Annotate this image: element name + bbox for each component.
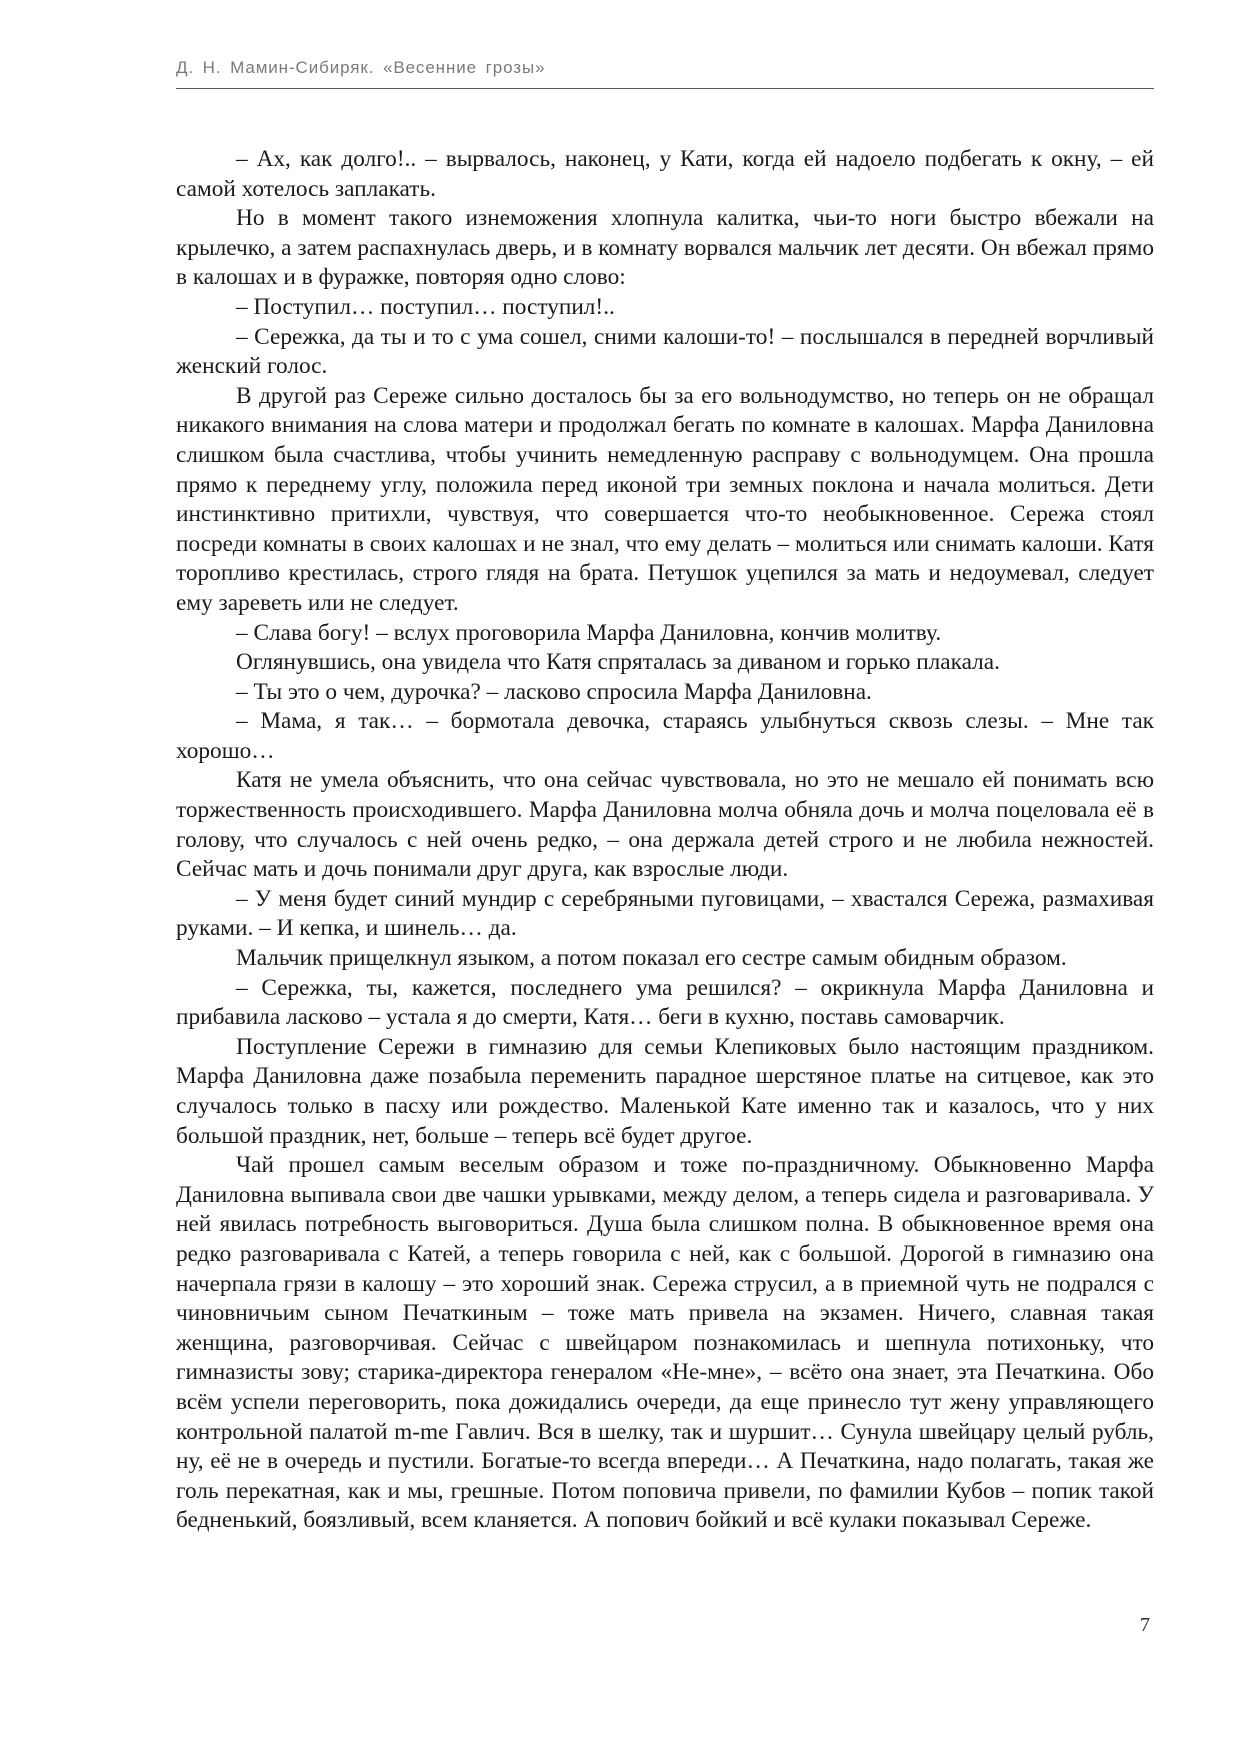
paragraph: – Сережка, ты, кажется, последнего ума решился? – окрикнула Марфа Даниловна и прибавила ласково – устала я до смерти, Катя… беги в кухню, поставь самоварчик. — [176, 974, 1154, 1031]
paragraph: Но в момент такого изнеможения хлопнула калитка, чьи-то ноги быстро вбежали на крылечко, а затем распахнулась дверь, и в комнату ворвался мальчик лет десяти. Он вбежал прямо в калошах и в фуражке, повторяя одно слово: — [176, 205, 1154, 291]
running-head: Д. Н. Мамин-Сибиряк. «Весенние грозы» — [176, 58, 546, 77]
page-header — [176, 54, 1154, 89]
paragraph: Мальчик прищелкнул языком, а потом показал его сестре самым обидным образом. — [236, 945, 1067, 972]
paragraph: Катя не умела объяснить, что она сейчас чувствовала, но это не мешало ей понимать всю торжественность происходившего. Марфа Даниловна молча обняла дочь и молча поцеловала её в голову, что случалось с ней очень редко, – она держала детей строго и не любила нежностей. Сейчас мать и дочь понимали друг друга, как взрослые люди. — [176, 767, 1154, 883]
body-text — [176, 145, 1154, 1536]
paragraph: – Мама, я так… – бормотала девочка, стараясь улыбнуться сквозь слезы. – Мне так хорошо… — [176, 708, 1154, 764]
paragraph: Оглянувшись, она увидела что Катя спряталась за диваном и горько плакала. — [236, 649, 1000, 676]
paragraph: Чай прошел самым веселым образом и тоже по-праздничному. Обыкновенно Марфа Даниловна выпивала свои две чашки урывками, между делом, а теперь сидела и разговаривала. У ней явилась потребность выговориться. Душа была слишком полна. В обыкновенное время она редко разговаривала с Катей, а теперь говорила с ней, как с большой. Дорогой в гимназию она начерпала грязи в калошу – это хороший знак. Сережа струсил, а в приемной чуть не подрался с чиновничьим сыном Печаткиным – тоже мать привела на экзамен. Ничего, славная такая женщина, разговорчивая. Сейчас с швейцаром познакомилась и шепнула потихоньку, что гимназисты зову; старика-директора генералом «Не-мне», – всёто она знает, эта Печаткина. Обо всём успели переговорить, пока дожидались очереди, да еще принесло тут жену управляющего контрольной палатой m-me Гавлич. Вся в шелку, так и шуршит… Сунула швейцару целый рубль, ну, её не в очередь и пустили. Богатые-то всегда впереди… А Печаткина, надо полагать, такая же голь перекатная, как и мы, грешные. Потом поповича привели, по фамилии Кубов – попик такой бедненький, боязливый, всем кланяется. А попович бойкий и всё кулаки показывал Сереже. — [176, 1152, 1154, 1534]
paragraph: – Поступил… поступил… поступил!.. — [236, 293, 615, 320]
paragraph: – Ах, как долго!.. – вырвалось, наконец, у Кати, когда ей надоело подбегать к окну, – ей самой хотелось заплакать. — [176, 146, 1154, 202]
paragraph: – Ты это о чем, дурочка? – ласково спросила Марфа Даниловна. — [236, 678, 872, 705]
paragraph: – Сережка, да ты и то с ума сошел, сними калоши-то! – послышался в передней ворчливый женский голос. — [176, 323, 1154, 380]
page-number: 7 — [1140, 1614, 1150, 1636]
paragraph: В другой раз Сереже сильно досталось бы за его вольнодумство, но теперь он не обращал никакого внимания на слова матери и продолжал бегать по комнате в калошах. Марфа Даниловна слишком была счастлива, чтобы учинить немедленную расправу с вольнодумцем. Она прошла прямо к переднему углу, положила перед иконой три земных поклона и начала молиться. Дети инстинктивно притихли, чувствуя, что совершается что-то необыкновенное. Сережа стоял посреди комнаты в своих калошах и не знал, что ему делать – молиться или снимать калоши. Катя торопливо крестилась, строго глядя на брата. Петушок уцепился за мать и недоумевал, следует ему зареветь или не следует. — [176, 382, 1154, 616]
paragraph: – У меня будет синий мундир с серебряными пуговицами, – хвастался Сережа, размахивая руками. – И кепка, и шинель… да. — [176, 885, 1154, 942]
paragraph: – Слава богу! – вслух проговорила Марфа Даниловна, кончив молитву. — [236, 619, 942, 646]
paragraph: Поступление Сережи в гимназию для семьи Клепиковых было настоящим праздником. Марфа Даниловна даже позабыла переменить парадное шерстяное платье на ситцевое, как это случалось только в пасху или рождество. Маленькой Кате именно так и казалось, что у них большой праздник, нет, больше – теперь всё будет другое. — [176, 1033, 1154, 1149]
